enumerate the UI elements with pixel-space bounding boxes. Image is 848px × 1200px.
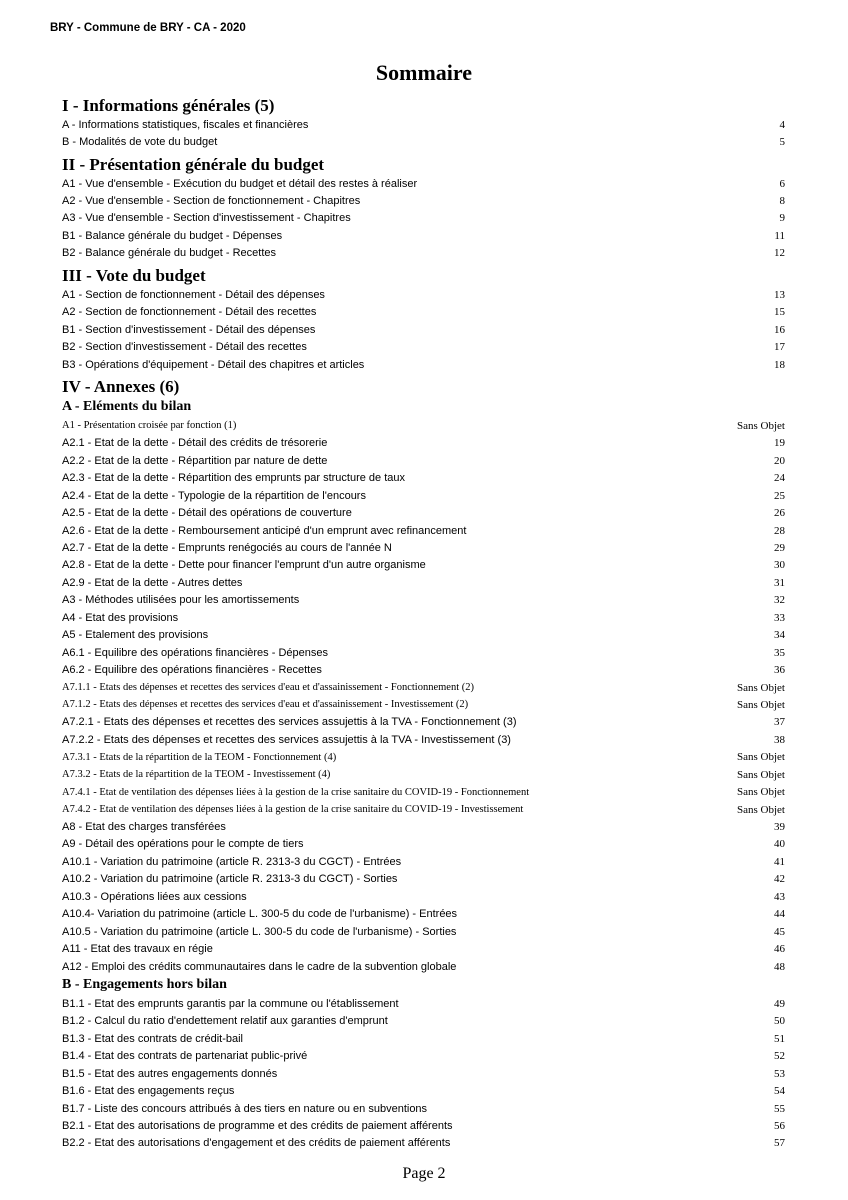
toc-entry-label: B - Modalités de vote du budget xyxy=(62,136,218,149)
toc-entry-label: B1 - Section d'investissement - Détail des dépenses xyxy=(62,323,316,336)
toc-entry-label: A8 - Etat des charges transférées xyxy=(62,821,226,834)
toc-entry-label: A7.1.2 - Etats des dépenses et recettes des services d'eau et d'assainissement - Investissement (2) xyxy=(62,699,469,711)
toc-entry-label: A2.5 - Etat de la dette - Détail des opérations de couverture xyxy=(62,507,352,520)
toc-entry[interactable] xyxy=(62,356,785,373)
toc-entry-page-number: 37 xyxy=(774,716,785,729)
toc-entry[interactable] xyxy=(62,801,785,818)
section-heading: III - Vote du budget xyxy=(62,266,206,286)
toc-entry[interactable] xyxy=(62,1048,785,1065)
toc-entry-page-number: Sans Objet xyxy=(737,419,785,432)
toc-entry-page-number: 49 xyxy=(774,997,785,1010)
toc-entry-page-number: 53 xyxy=(774,1067,785,1080)
toc-entry[interactable] xyxy=(62,245,785,262)
toc-entry-page-number: 12 xyxy=(774,247,785,260)
toc-entry-label: A4 - Etat des provisions xyxy=(62,611,179,624)
toc-entry-page-number: 56 xyxy=(774,1120,785,1133)
subsection-heading: A - Eléments du bilan xyxy=(62,399,192,415)
toc-entry-page-number: Sans Objet xyxy=(737,698,785,711)
table-of-contents xyxy=(62,92,785,1152)
toc-entry-label: A - Informations statistiques, fiscales et financières xyxy=(62,118,309,131)
toc-entry-label: A1 - Présentation croisée par fonction (1) xyxy=(62,420,237,432)
page-title: Sommaire xyxy=(375,60,473,85)
toc-entry-page-number: 13 xyxy=(774,288,785,301)
toc-entry-label: A11 - Etat des travaux en régie xyxy=(62,943,213,956)
toc-entry-label: A10.5 - Variation du patrimoine (article L. 300-5 du code de l'urbanisme) - Sorties xyxy=(62,925,457,938)
toc-entry-label: A2.6 - Etat de la dette - Remboursement anticipé d'un emprunt avec refinancement xyxy=(62,524,467,537)
toc-entry-page-number: 39 xyxy=(774,821,785,834)
toc-entry[interactable] xyxy=(62,696,785,713)
toc-entry-label: A1 - Section de fonctionnement - Détail des dépenses xyxy=(62,288,325,301)
toc-entry-page-number: 41 xyxy=(774,855,785,868)
toc-entry-page-number: 19 xyxy=(774,437,785,450)
toc-entry-page-number: 44 xyxy=(774,908,785,921)
toc-entry[interactable] xyxy=(62,522,785,539)
toc-entry[interactable] xyxy=(62,227,785,244)
toc-entry-page-number: 6 xyxy=(779,177,785,190)
toc-entry-page-number: 57 xyxy=(774,1137,785,1150)
toc-entry-page-number: 46 xyxy=(774,943,785,956)
toc-entry[interactable] xyxy=(62,818,785,835)
toc-entry-page-number: 51 xyxy=(774,1032,785,1045)
toc-entry[interactable] xyxy=(62,192,785,209)
toc-entry[interactable] xyxy=(62,1082,785,1099)
toc-entry-page-number: 38 xyxy=(774,733,785,746)
toc-entry[interactable] xyxy=(62,304,785,321)
toc-entry-label: A7.2.1 - Etats des dépenses et recettes des services assujettis à la TVA - Fonctionnement (3) xyxy=(62,716,517,729)
toc-entry-page-number: 31 xyxy=(774,576,785,589)
toc-entry-label: B1 - Balance générale du budget - Dépenses xyxy=(62,229,283,242)
page-number: Page 2 xyxy=(402,1165,446,1182)
toc-entry[interactable] xyxy=(62,627,785,644)
toc-entry[interactable] xyxy=(62,766,785,783)
toc-entry[interactable] xyxy=(62,175,785,192)
toc-entry[interactable] xyxy=(62,871,785,888)
toc-entry-label: A7.4.2 - Etat de ventilation des dépenses liées à la gestion de la crise sanitaire du COVID-19 - Investissement xyxy=(62,804,524,816)
toc-entry[interactable] xyxy=(62,836,785,853)
toc-entry[interactable] xyxy=(62,714,785,731)
toc-entry-page-number: Sans Objet xyxy=(737,751,785,764)
toc-entry-page-number: 5 xyxy=(779,136,785,149)
toc-entry-label: B1.5 - Etat des autres engagements donnés xyxy=(62,1067,278,1080)
toc-entry[interactable] xyxy=(62,557,785,574)
toc-entry-label: A5 - Etalement des provisions xyxy=(62,629,209,642)
toc-entry-page-number: 43 xyxy=(774,890,785,903)
toc-entry-label: B2.1 - Etat des autorisations de programme et des crédits de paiement afférents xyxy=(62,1120,453,1133)
toc-entry[interactable] xyxy=(62,504,785,521)
toc-entry-page-number: 48 xyxy=(774,960,785,973)
toc-entry-label: A2.8 - Etat de la dette - Dette pour financer l'emprunt d'un autre organisme xyxy=(62,559,426,572)
toc-entry-page-number: 30 xyxy=(774,559,785,572)
toc-entry-page-number: Sans Objet xyxy=(737,681,785,694)
toc-entry-label: A7.1.1 - Etats des dépenses et recettes des services d'eau et d'assainissement - Fonctionnement (2) xyxy=(62,682,474,694)
toc-entry-label: A6.1 - Equilibre des opérations financières - Dépenses xyxy=(62,646,328,659)
toc-entry-page-number: 40 xyxy=(774,838,785,851)
toc-entry[interactable] xyxy=(62,592,785,609)
toc-entry-label: A2.4 - Etat de la dette - Typologie de la répartition de l'encours xyxy=(62,489,366,502)
toc-entry-page-number: Sans Objet xyxy=(737,786,785,799)
toc-entry-page-number: 24 xyxy=(774,472,785,485)
toc-entry[interactable] xyxy=(62,470,785,487)
toc-entry[interactable] xyxy=(62,1030,785,1047)
toc-entry-label: B3 - Opérations d'équipement - Détail des chapitres et articles xyxy=(62,358,365,371)
toc-entry[interactable] xyxy=(62,958,785,975)
toc-entry-page-number: 36 xyxy=(774,664,785,677)
toc-entry[interactable] xyxy=(62,539,785,556)
toc-entry[interactable] xyxy=(62,1065,785,1082)
toc-entry-page-number: 54 xyxy=(774,1085,785,1098)
toc-entry-page-number: 32 xyxy=(774,594,785,607)
toc-entry-label: A3 - Méthodes utilisées pour les amortissements xyxy=(62,594,300,607)
toc-entry-label: A2.3 - Etat de la dette - Répartition des emprunts par structure de taux xyxy=(62,472,406,485)
toc-entry[interactable] xyxy=(62,435,785,452)
toc-entry-label: A2.9 - Etat de la dette - Autres dettes xyxy=(62,576,243,589)
toc-entry-label: A7.2.2 - Etats des dépenses et recettes des services assujettis à la TVA - Investissement (3) xyxy=(62,733,511,746)
toc-entry-page-number: 20 xyxy=(774,454,785,467)
toc-entry-label: A2.1 - Etat de la dette - Détail des crédits de trésorerie xyxy=(62,437,328,450)
toc-entry[interactable] xyxy=(62,731,785,748)
section-heading: IV - Annexes (6) xyxy=(62,377,180,397)
toc-entry[interactable] xyxy=(62,853,785,870)
toc-entry-label: A2.7 - Etat de la dette - Emprunts renégociés au cours de l'année N xyxy=(62,542,392,555)
toc-entry-label: A12 - Emploi des crédits communautaires dans le cadre de la subvention globale xyxy=(62,960,457,973)
toc-entry-page-number: 42 xyxy=(774,873,785,886)
toc-entry[interactable] xyxy=(62,1100,785,1117)
toc-entry-label: B1.4 - Etat des contrats de partenariat public-privé xyxy=(62,1050,308,1063)
toc-entry[interactable] xyxy=(62,210,785,227)
toc-entry[interactable] xyxy=(62,1013,785,1030)
toc-entry-page-number: 52 xyxy=(774,1050,785,1063)
toc-entry-page-number: 33 xyxy=(774,611,785,624)
toc-entry-label: A2 - Section de fonctionnement - Détail des recettes xyxy=(62,306,317,319)
toc-entry-page-number: 45 xyxy=(774,925,785,938)
section-heading: I - Informations générales (5) xyxy=(62,96,275,115)
toc-entry-page-number: Sans Objet xyxy=(737,803,785,816)
toc-entry-label: B1.7 - Liste des concours attribués à des tiers en nature ou en subventions xyxy=(62,1102,428,1115)
toc-entry-page-number: 16 xyxy=(774,323,785,336)
toc-entry[interactable] xyxy=(62,661,785,678)
toc-entry-page-number: 50 xyxy=(774,1015,785,1028)
toc-entry-label: A7.3.1 - Etats de la répartition de la TEOM - Fonctionnement (4) xyxy=(62,751,337,763)
toc-entry-label: A2.2 - Etat de la dette - Répartition par nature de dette xyxy=(62,454,328,467)
toc-entry-page-number: 15 xyxy=(774,306,785,319)
document-header: BRY - Commune de BRY - CA - 2020 xyxy=(50,22,246,34)
toc-entry-page-number: 29 xyxy=(774,542,785,555)
toc-entry-page-number: 34 xyxy=(774,629,785,642)
subsection-heading: B - Engagements hors bilan xyxy=(62,977,227,993)
toc-entry-page-number: 4 xyxy=(779,118,785,131)
toc-entry[interactable] xyxy=(62,487,785,504)
toc-entry-label: A6.2 - Equilibre des opérations financières - Recettes xyxy=(62,664,322,677)
toc-entry[interactable] xyxy=(62,609,785,626)
toc-entry-label: A10.2 - Variation du patrimoine (article R. 2313-3 du CGCT) - Sorties xyxy=(62,873,398,886)
toc-entry-label: B2 - Section d'investissement - Détail des recettes xyxy=(62,341,307,354)
toc-entry-page-number: 35 xyxy=(774,646,785,659)
toc-entry-label: A7.4.1 - Etat de ventilation des dépenses liées à la gestion de la crise sanitaire du COVID-19 - Fonctionnement xyxy=(62,786,530,798)
toc-entry-label: B2 - Balance générale du budget - Recettes xyxy=(62,247,277,260)
toc-entry-page-number: 18 xyxy=(774,358,785,371)
toc-entry-page-number: 17 xyxy=(774,341,785,354)
toc-entry[interactable] xyxy=(62,940,785,957)
toc-entry[interactable] xyxy=(62,644,785,661)
toc-entry-label: B1.3 - Etat des contrats de crédit-bail xyxy=(62,1032,243,1045)
toc-entry-page-number: 28 xyxy=(774,524,785,537)
toc-entry[interactable] xyxy=(62,679,785,696)
toc-entry[interactable] xyxy=(62,417,785,434)
toc-entry-label: B1.1 - Etat des emprunts garantis par la commune ou l'établissement xyxy=(62,997,399,1010)
toc-entry-page-number: 25 xyxy=(774,489,785,502)
toc-entry-label: A9 - Détail des opérations pour le compte de tiers xyxy=(62,838,304,851)
toc-entry[interactable] xyxy=(62,286,785,303)
toc-entry-label: A1 - Vue d'ensemble - Exécution du budget et détail des restes à réaliser xyxy=(62,177,418,190)
toc-entry-page-number: 55 xyxy=(774,1102,785,1115)
toc-entry-label: B1.2 - Calcul du ratio d'endettement relatif aux garanties d'emprunt xyxy=(62,1015,388,1028)
toc-entry-label: A10.1 - Variation du patrimoine (article R. 2313-3 du CGCT) - Entrées xyxy=(62,855,402,868)
toc-entry[interactable] xyxy=(62,1135,785,1152)
toc-entry-page-number: 9 xyxy=(779,212,785,225)
toc-entry[interactable] xyxy=(62,321,785,338)
toc-entry-label: A3 - Vue d'ensemble - Section d'investissement - Chapitres xyxy=(62,212,351,225)
toc-entry-label: A2 - Vue d'ensemble - Section de fonctionnement - Chapitres xyxy=(62,195,361,208)
toc-entry-page-number: 11 xyxy=(774,229,785,242)
toc-entry[interactable] xyxy=(62,995,785,1012)
toc-entry-label: A7.3.2 - Etats de la répartition de la TEOM - Investissement (4) xyxy=(62,769,331,781)
toc-entry[interactable] xyxy=(62,452,785,469)
toc-entry[interactable] xyxy=(62,906,785,923)
toc-entry-page-number: Sans Objet xyxy=(737,768,785,781)
toc-entry[interactable] xyxy=(62,783,785,800)
toc-entry[interactable] xyxy=(62,923,785,940)
toc-entry[interactable] xyxy=(62,338,785,355)
toc-entry[interactable] xyxy=(62,888,785,905)
toc-entry-page-number: 26 xyxy=(774,507,785,520)
toc-entry[interactable] xyxy=(62,116,785,133)
toc-entry-label: B1.6 - Etat des engagements reçus xyxy=(62,1085,235,1098)
toc-entry[interactable] xyxy=(62,574,785,591)
toc-entry-label: A10.4- Variation du patrimoine (article L. 300-5 du code de l'urbanisme) - Entrées xyxy=(62,908,458,921)
toc-entry-label: B2.2 - Etat des autorisations d'engagement et des crédits de paiement afférents xyxy=(62,1137,451,1150)
toc-entry[interactable] xyxy=(62,1117,785,1134)
toc-entry-label: A10.3 - Opérations liées aux cessions xyxy=(62,890,247,903)
toc-entry-page-number: 8 xyxy=(779,195,785,208)
section-heading: II - Présentation générale du budget xyxy=(62,154,325,174)
toc-entry[interactable] xyxy=(62,133,785,150)
toc-entry[interactable] xyxy=(62,749,785,766)
